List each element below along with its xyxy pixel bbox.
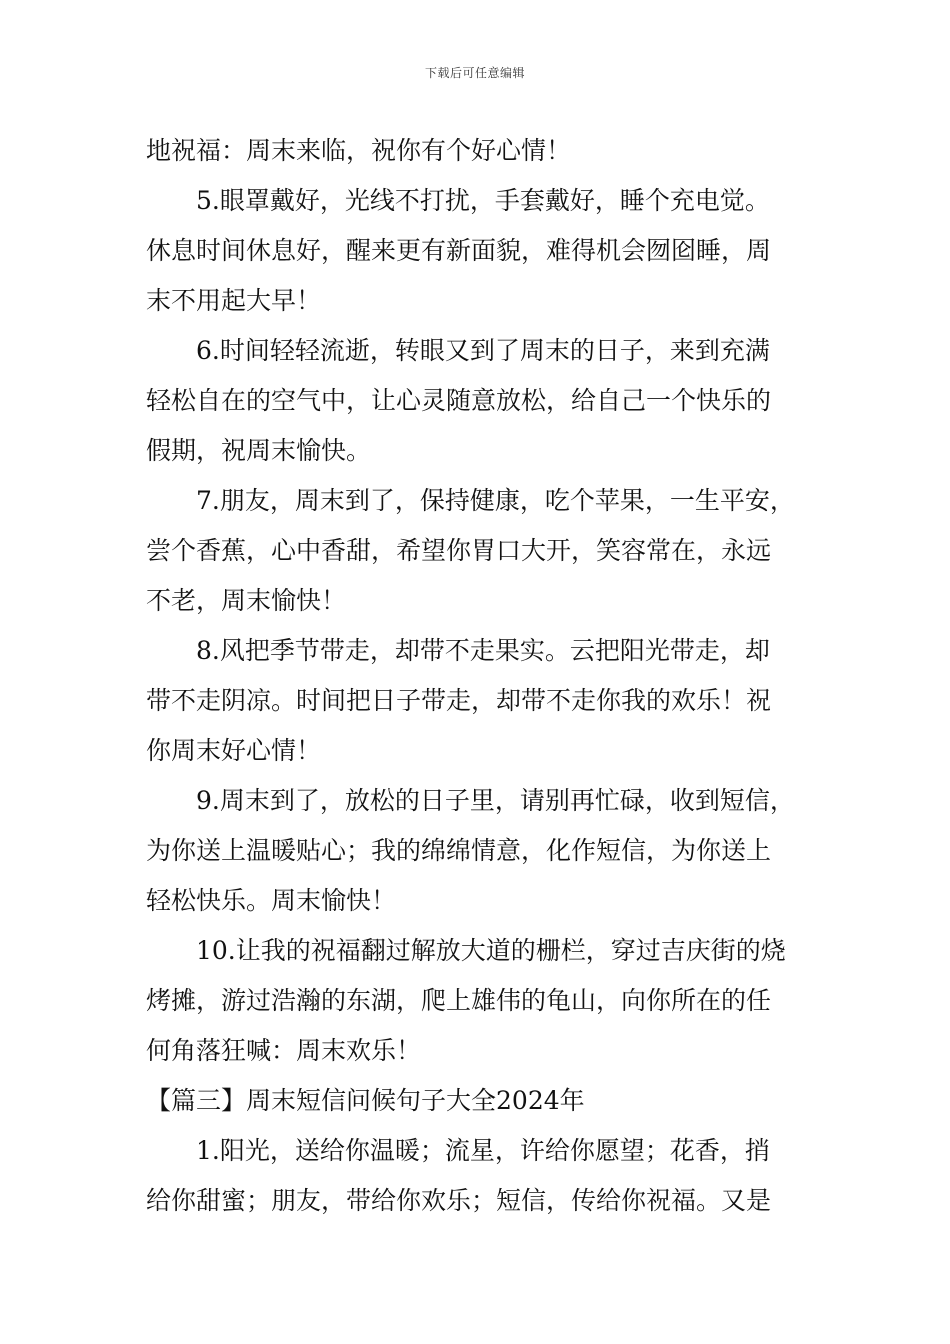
text-line: 6.时间轻轻流逝，转眼又到了周末的日子，来到充满 xyxy=(196,336,770,365)
text-line: 尝个香蕉，心中香甜，希望你胃口大开，笑容常在，永远 xyxy=(146,536,772,565)
text-line: 7.朋友，周末到了，保持健康，吃个苹果，一生平安， xyxy=(196,486,795,515)
text-line: 烤摊，游过浩瀚的东湖，爬上雄伟的龟山，向你所在的任 xyxy=(146,986,772,1015)
text-line: 给你甜蜜；朋友，带给你欢乐；短信，传给你祝福。又是 xyxy=(146,1186,772,1215)
page-header: 下载后可任意编辑 xyxy=(424,66,525,80)
text-line: 你周末好心情！ xyxy=(146,736,322,765)
text-line: 不老，周末愉快！ xyxy=(146,586,347,615)
text-line: 假期，祝周末愉快。 xyxy=(146,436,372,465)
text-line: 为你送上温暖贴心；我的绵绵情意，化作短信，为你送上 xyxy=(146,836,772,865)
document-body xyxy=(146,126,818,1226)
text-line: 1.阳光，送给你温暖；流星，许给你愿望；花香，捎 xyxy=(196,1136,770,1165)
text-line: 10.让我的祝福翻过解放大道的栅栏，穿过吉庆街的烧 xyxy=(196,936,786,965)
text-line: 何角落狂喊：周末欢乐！ xyxy=(146,1036,422,1065)
text-line: 地祝福：周末来临，祝你有个好心情！ xyxy=(146,136,572,165)
section-heading: 【篇三】周末短信问候句子大全2024年 xyxy=(146,1086,585,1115)
text-line: 末不用起大早！ xyxy=(146,286,322,315)
text-line: 8.风把季节带走，却带不走果实。云把阳光带走，却 xyxy=(196,636,770,665)
text-line: 轻松快乐。周末愉快！ xyxy=(146,886,397,915)
text-line: 轻松自在的空气中，让心灵随意放松，给自己一个快乐的 xyxy=(146,386,772,415)
text-line: 9.周末到了，放松的日子里，请别再忙碌，收到短信， xyxy=(196,786,795,815)
text-line: 带不走阴凉。时间把日子带走，却带不走你我的欢乐！祝 xyxy=(146,686,772,715)
text-line: 5.眼罩戴好，光线不打扰，手套戴好，睡个充电觉。 xyxy=(196,186,770,215)
text-line: 休息时间休息好，醒来更有新面貌，难得机会囫囵睡，周 xyxy=(146,236,772,265)
